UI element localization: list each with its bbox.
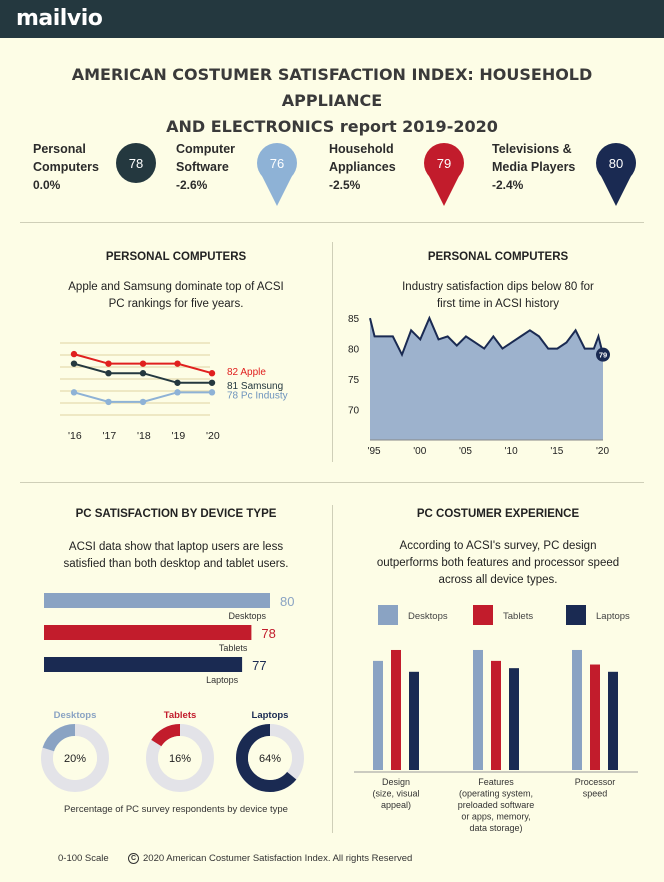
- bar-value-label: 80: [280, 594, 295, 609]
- donut-caption: Percentage of PC survey respondents by device type: [64, 804, 288, 815]
- series-end-label: 82 Apple: [227, 367, 266, 379]
- x-tick-label: '17: [102, 430, 117, 442]
- bar: [608, 672, 618, 770]
- category-label: preloaded software: [457, 800, 535, 810]
- kpi-score-arrow-icon: [423, 142, 465, 208]
- kpi-label: Computers: [33, 160, 99, 174]
- series-end-label: 78 Pc Industy: [227, 390, 288, 402]
- bar: [373, 661, 383, 770]
- category-label: (operating system,: [458, 788, 534, 799]
- data-point: [209, 370, 215, 376]
- category-label: (size, visual: [372, 788, 420, 799]
- legend-label: Desktops: [408, 611, 448, 622]
- kpi-label: Media Players: [492, 160, 576, 174]
- copyright-text: 2020 American Costumer Satisfaction Index. All rights Reserved: [143, 853, 413, 864]
- donut-desktops: [30, 706, 120, 796]
- y-tick-label: 85: [348, 314, 360, 326]
- donut-value: 16%: [168, 753, 192, 765]
- category-label: Features: [478, 777, 514, 787]
- experience-line-2: outperforms both features and processor speed: [376, 557, 620, 569]
- data-point: [140, 370, 146, 376]
- bar-category-label: Laptops: [206, 675, 239, 685]
- bar-tablets: [44, 625, 251, 640]
- series-end-label: 81 Samsung: [227, 380, 284, 392]
- title-line-2: AND ELECTRONICS report 2019-2020: [166, 117, 498, 136]
- device-share-donuts: [30, 706, 330, 796]
- section-text-pc-history: [332, 279, 664, 313]
- end-point-label: 79: [598, 350, 608, 360]
- section-title-device-type: PC SATISFACTION BY DEVICE TYPE: [75, 508, 277, 520]
- brand-logo[interactable]: mailvio: [16, 6, 103, 31]
- kpi-2: [329, 140, 396, 192]
- kpi-label: Personal: [33, 142, 86, 156]
- section-text-experience: [332, 538, 664, 589]
- category-label: speed: [582, 788, 608, 799]
- data-point: [174, 389, 180, 395]
- data-point: [71, 360, 77, 366]
- donut-value: 64%: [258, 753, 282, 765]
- data-point: [71, 389, 77, 395]
- x-tick-label: '10: [504, 446, 518, 457]
- footer-scale: 0-100 Scale: [58, 853, 109, 864]
- device-type-line-2: satisfied than both desktop and tablet users.: [63, 558, 289, 570]
- kpi-label: Televisions &: [492, 142, 572, 156]
- bar: [509, 668, 519, 770]
- kpi-value: 80: [608, 156, 624, 171]
- legend-label: Laptops: [596, 611, 630, 622]
- kpi-value: 79: [436, 156, 452, 171]
- kpi-0: [33, 140, 99, 192]
- donut-label: Desktops: [53, 710, 97, 721]
- kpi-score-arrow-icon: [595, 142, 637, 208]
- data-point: [105, 360, 111, 366]
- copyright-icon: C: [128, 853, 139, 864]
- data-point: [71, 351, 77, 357]
- kpi-label: Computer: [176, 142, 236, 156]
- section-text-pc-rankings: [20, 279, 332, 313]
- bar-value-label: 78: [261, 626, 276, 641]
- pc-rankings-line-2: PC rankings for five years.: [108, 298, 244, 310]
- pc-history-area-chart: [340, 312, 640, 462]
- device-type-bar-chart: [40, 588, 330, 688]
- y-tick-label: 70: [348, 405, 360, 417]
- section-title-pc-history: PERSONAL COMPUTERS: [427, 251, 569, 263]
- bar-category-label: Tablets: [218, 643, 248, 653]
- kpi-label: Software: [176, 160, 229, 174]
- device-type-line-1: ACSI data show that laptop users are less: [68, 541, 284, 553]
- y-tick-label: 75: [348, 375, 360, 387]
- divider-middle: [20, 482, 644, 483]
- x-tick-label: '00: [413, 446, 427, 457]
- x-tick-label: '18: [137, 430, 151, 442]
- donut-tablets: [135, 706, 225, 796]
- category-label: data storage): [469, 823, 523, 833]
- divider-top: [20, 222, 644, 223]
- bar: [572, 650, 582, 770]
- footer-copyright: [128, 853, 412, 864]
- data-point: [140, 399, 146, 405]
- bar-category-label: Desktops: [228, 611, 266, 621]
- section-title-experience: PC COSTUMER EXPERIENCE: [416, 508, 580, 520]
- header-bar: [0, 0, 664, 38]
- donut-label: Tablets: [163, 710, 197, 721]
- donut-label: Laptops: [251, 710, 289, 721]
- x-tick-label: '15: [550, 446, 564, 457]
- x-tick-label: '95: [367, 446, 381, 457]
- legend-swatch: [566, 605, 586, 625]
- x-tick-label: '05: [458, 446, 472, 457]
- legend-label: Tablets: [503, 611, 534, 622]
- data-point: [140, 360, 146, 366]
- x-tick-label: '20: [206, 430, 220, 442]
- bar-laptops: [44, 657, 242, 672]
- bar-desktops: [44, 593, 270, 608]
- category-label: appeal): [380, 800, 412, 810]
- x-tick-label: '19: [171, 430, 186, 442]
- bar: [491, 661, 501, 770]
- kpi-score-arrow-icon: [256, 142, 298, 208]
- kpi-value: 76: [269, 156, 285, 171]
- page-title: [20, 62, 644, 140]
- kpi-change: 0.0%: [33, 178, 61, 192]
- title-line-1: AMERICAN COSTUMER SATISFACTION INDEX: HOUSEHOLD APPLIANCE: [71, 65, 593, 110]
- section-text-device-type: [20, 539, 332, 573]
- category-label: or apps, memory,: [461, 811, 531, 822]
- kpi-1: [176, 140, 235, 192]
- experience-bar-chart: [340, 600, 650, 845]
- data-point: [174, 380, 180, 386]
- divider-vertical-top: [332, 242, 333, 462]
- pc-history-line-2: first time in ACSI history: [436, 298, 560, 310]
- data-point: [174, 360, 180, 366]
- donut-value: 20%: [63, 753, 87, 765]
- pc-rankings-line-chart: [50, 335, 332, 445]
- experience-line-1: According to ACSI's survey, PC design: [399, 540, 597, 552]
- experience-line-3: across all device types.: [438, 574, 558, 586]
- data-point: [209, 389, 215, 395]
- kpi-change: -2.6%: [176, 178, 208, 192]
- category-label: Processor: [574, 777, 616, 787]
- kpi-change: -2.4%: [492, 178, 524, 192]
- donut-laptops: [225, 706, 315, 796]
- x-tick-label: '20: [596, 446, 610, 457]
- legend-swatch: [473, 605, 493, 625]
- data-point: [105, 399, 111, 405]
- data-point: [105, 370, 111, 376]
- bar: [409, 672, 419, 770]
- kpi-value: 78: [128, 156, 144, 171]
- section-title-pc-rankings: PERSONAL COMPUTERS: [105, 251, 247, 263]
- y-tick-label: 80: [348, 344, 360, 356]
- kpi-score-circle: [115, 142, 157, 208]
- x-tick-label: '16: [68, 430, 82, 442]
- kpi-change: -2.5%: [329, 178, 361, 192]
- legend-swatch: [378, 605, 398, 625]
- bar-value-label: 77: [252, 658, 267, 673]
- kpi-label: Appliances: [329, 160, 396, 174]
- data-point: [209, 380, 215, 386]
- bar: [473, 650, 483, 770]
- category-label: Design: [381, 777, 411, 787]
- area-fill: [370, 318, 603, 440]
- bar: [391, 650, 401, 770]
- kpi-label: Household: [329, 142, 394, 156]
- bar: [590, 665, 600, 770]
- pc-history-line-1: Industry satisfaction dips below 80 for: [402, 281, 594, 293]
- kpi-3: [492, 140, 575, 192]
- pc-rankings-line-1: Apple and Samsung dominate top of ACSI: [68, 281, 284, 293]
